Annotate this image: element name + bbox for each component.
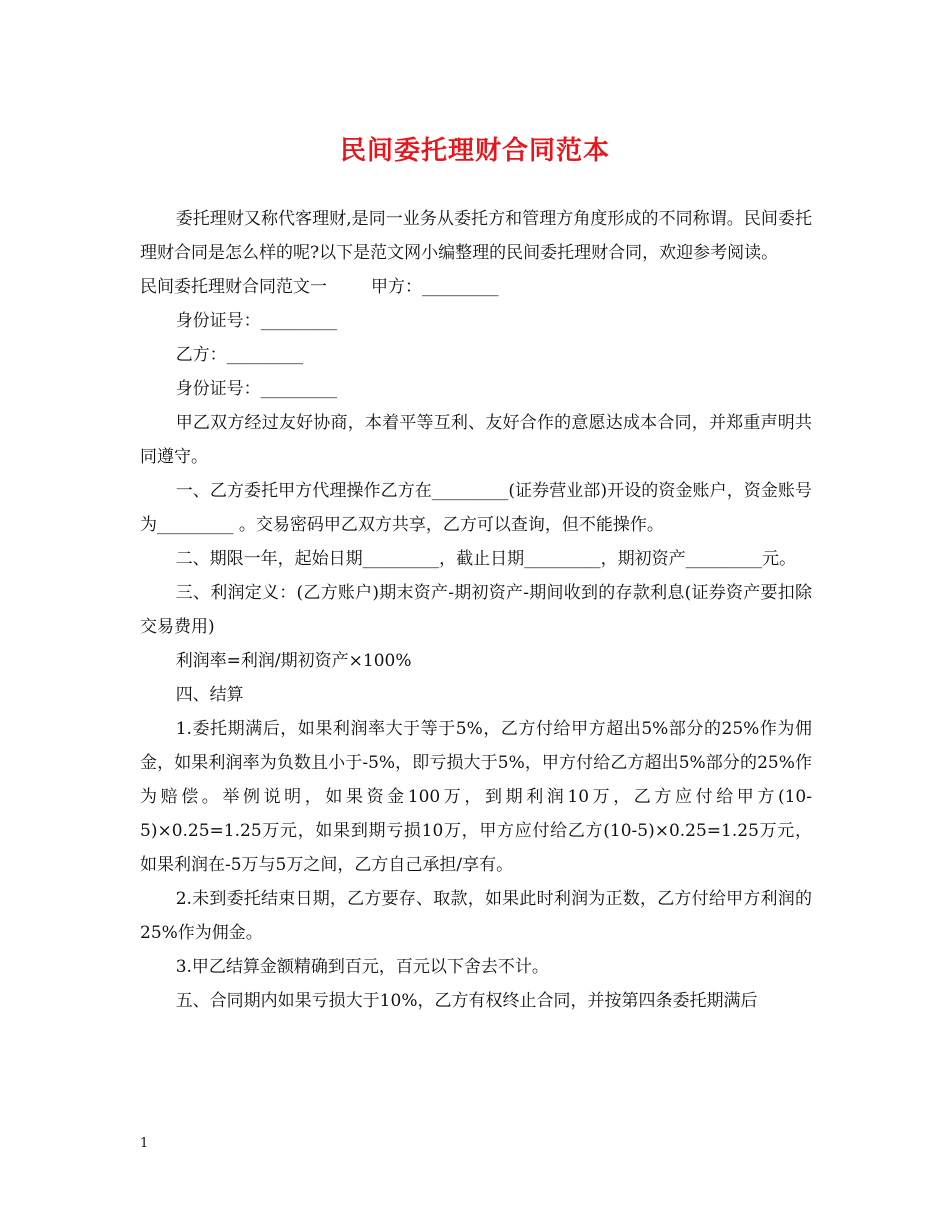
preamble-paragraph: 甲乙双方经过友好协商，本着平等互利、友好合作的意愿达成本合同，并郑重声明共同遵守。 xyxy=(140,413,812,467)
clause-4-1: 1.委托期满后，如果利润率大于等于5%，乙方付给甲方超出5%部分的25%作为佣金，如果利润率为负数且小于-5%，即亏损大于5%，甲方付给乙方超出5%部分的25%作为赔偿。举例说明，如果资金100万，到期利润10万，乙方应付给甲方(10-5)×0.25=1.25万元，如果到期亏损10万，甲方应付给乙方(10-5)×0.25=1.25万元，如果利润在-5万与5万之间，乙方自己承担/享有。 xyxy=(140,719,812,875)
party-a-field: 甲方：_________ xyxy=(371,277,499,297)
clause-4-heading: 四、结算 xyxy=(175,685,244,705)
party-b-id-field: 身份证号：_________ xyxy=(175,379,338,399)
clause-4-3: 3.甲乙结算金额精确到百元，百元以下舍去不计。 xyxy=(175,957,549,977)
clause-3: 三、利润定义：(乙方账户)期末资产-期初资产-期间收到的存款利息(证券资产要扣除交易费用) xyxy=(140,583,812,637)
spacer xyxy=(327,270,371,304)
clause-5: 五、合同期内如果亏损大于10%，乙方有权终止合同，并按第四条委托期满后 xyxy=(175,991,758,1011)
page-number: 1 xyxy=(140,1136,149,1151)
party-b-field: 乙方：_________ xyxy=(175,345,304,365)
clause-1: 一、乙方委托甲方代理操作乙方在_________(证券营业部)开设的资金账户，资金账号为_________ 。交易密码甲乙双方共享，乙方可以查询，但不能操作。 xyxy=(140,481,812,535)
party-a-id-field: 身份证号：_________ xyxy=(175,311,338,331)
clause-2: 二、期限一年，起始日期_________，截止日期_________，期初资产_________元。 xyxy=(175,549,797,569)
profit-rate-formula: 利润率=利润/期初资产×100% xyxy=(175,651,412,671)
sample-heading: 民间委托理财合同范文一 xyxy=(140,277,327,297)
document-title: 民间委托理财合同范本 xyxy=(339,136,610,166)
intro-paragraph: 委托理财又称代客理财,是同一业务从委托方和管理方角度形成的不同称谓。民间委托理财合同是怎么样的呢?以下是范文网小编整理的民间委托理财合同，欢迎参考阅读。 xyxy=(140,209,812,263)
sample-heading-row xyxy=(140,270,812,304)
clause-4-2: 2.未到委托结束日期，乙方要存、取款，如果此时利润为正数，乙方付给甲方利润的25%作为佣金。 xyxy=(140,889,812,943)
document-body xyxy=(140,202,812,1018)
